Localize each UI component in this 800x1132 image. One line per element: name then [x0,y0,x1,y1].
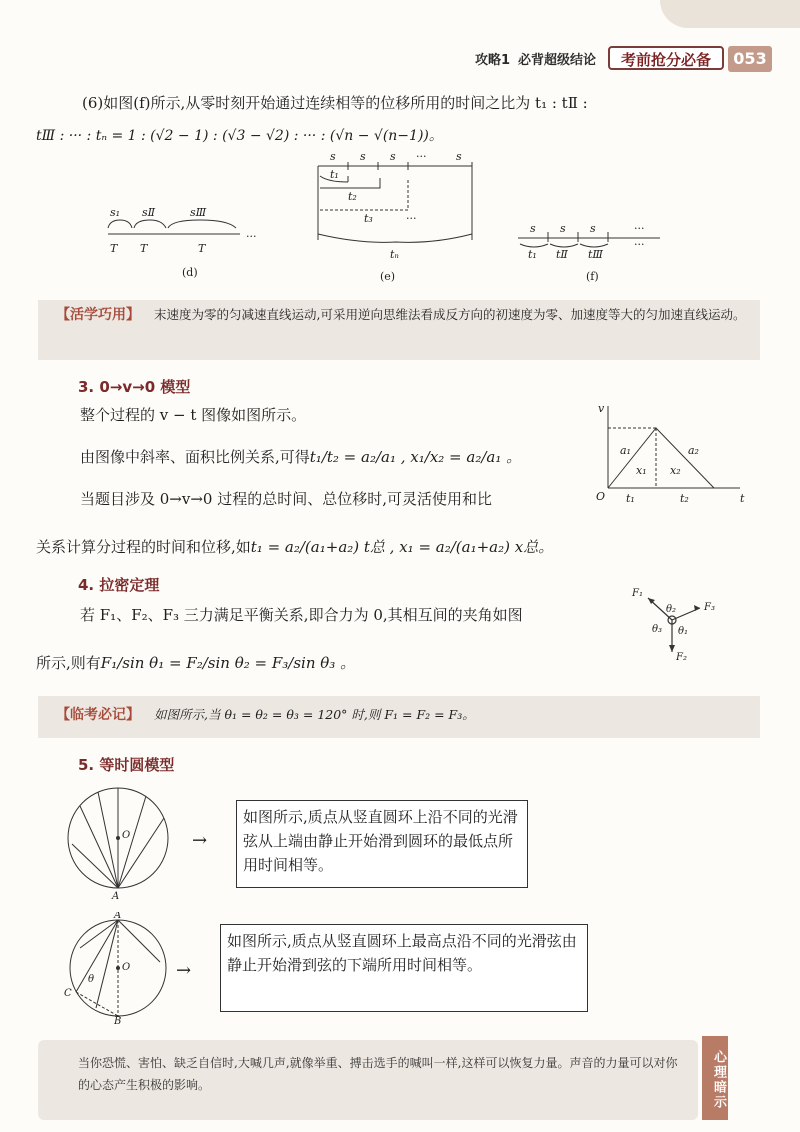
vt-x2: x₂ [670,464,681,477]
lami-f3: F₃ [704,602,715,613]
sec3-p2-ratio: t₁/t₂ = a₂/a₁ , x₁/x₂ = a₂/a₁ 。 [309,448,522,466]
figures-def [100,148,700,288]
tip-huoxue-tag: 【活学巧用】 [56,307,140,323]
fig-f-caption: (f) [586,270,599,283]
vt-a1: a₁ [620,444,631,457]
header-chapter-number: 攻略1 [474,53,510,68]
page-corner-decoration [660,0,800,28]
fig-d-caption: (d) [182,266,198,279]
fig-e-s2: s [360,150,366,163]
fig-e-dots-top: ··· [416,150,427,163]
sec3-title: 3. 0→v→0 模型 [78,378,191,396]
vt-a2: a₂ [688,444,699,457]
fig-f-t3: tⅢ [588,248,604,261]
sec3-p2-text: 由图像中斜率、面积比例关系,可得 [80,448,310,466]
fig-d-s3: sⅢ [190,206,207,219]
lami-th1: θ₁ [678,626,689,637]
fig-f-t2: tⅡ [556,248,568,261]
vt-axis-t: t [740,492,745,505]
header-badge: 考前抢分必备 [608,46,724,70]
vt-x1: x₁ [636,464,647,477]
fig-d-t3: T [198,242,206,255]
lami-diagram [628,584,728,674]
lami-th2: θ₂ [666,604,677,615]
fig-d-t2: T [140,242,148,255]
sec5-box1: 如图所示,质点从竖直圆环上沿不同的光滑弦从上端由静止开始滑到圆环的最低点所用时间相等。 [236,800,528,888]
vt-axis-v: v [598,402,605,415]
item6-line2: tⅢ : ··· : tₙ = 1 : (√2 − 1) : (√3 − √2) : ··· : (√n − √(n−1))。 [36,128,443,144]
lami-th3: θ₃ [652,624,663,635]
vt-t2: t₂ [680,492,689,505]
fig-f-s2: s [560,222,566,235]
sec4-p1: 若 F₁、F₂、F₃ 三力满足平衡关系,即合力为 0,其相互间的夹角如图 [80,606,523,624]
vt-origin: O [596,490,606,503]
lami-f2: F₂ [676,652,687,663]
sec3-p4-text: 关系计算分过程的时间和位移,如 [36,538,251,556]
fig-d-t1: T [110,242,118,255]
fig-f-dots-top: ··· [634,222,645,235]
circle1-o: O [122,830,131,841]
fig-e-s4: s [456,150,462,163]
sec4-p2 [36,652,355,673]
sec3-p3: 当题目涉及 0→v→0 过程的总时间、总位移时,可灵活使用和比 [80,490,493,508]
lami-f1: F₁ [632,588,643,599]
tip-linkao [38,696,760,738]
footer-tip: 当你恐慌、害怕、缺乏自信时,大喊几声,就像举重、搏击选手的喊叫一样,这样可以恢复力量。声音的力量可以对你的心态产生积极的影响。 [38,1040,698,1120]
item6-line1: (6)如图(f)所示,从零时刻开始通过连续相等的位移所用的时间之比为 t₁ : tⅡ : [82,94,588,112]
arrow-1: → [192,830,208,851]
fig-d-s2: sⅡ [142,206,156,219]
fig-e-tn: tₙ [390,248,399,261]
sec3-p2 [80,446,521,467]
fig-f-s3: s [590,222,596,235]
vt-graph [590,400,750,510]
fig-e-dots: ··· [406,212,417,225]
isochronous-circle-2 [60,912,180,1024]
sec4-title: 4. 拉密定理 [78,576,160,594]
fig-f-t1: t₁ [528,248,537,261]
circle2-c: C [64,988,72,999]
tip-huoxue [38,300,760,360]
fig-e-s1: s [330,150,336,163]
fig-e-t3: t₃ [364,212,373,225]
arrow-2: → [176,960,192,981]
sec5-box2: 如图所示,质点从竖直圆环上最高点沿不同的光滑弦由静止开始滑到弦的下端所用时间相等。 [220,924,588,1012]
isochronous-circle-1 [60,780,180,900]
circle2-theta: θ [88,974,95,985]
sec3-p4-formula: t₁ = a₂/(a₁+a₂) t总 , x₁ = a₂/(a₁+a₂) x总。 [250,538,554,556]
circle2-o: O [122,962,131,973]
fig-e-t1: t₁ [330,168,339,181]
tip-huoxue-text: 末速度为零的匀减速直线运动,可采用逆向思维法看成反方向的初速度为零、加速度等大的匀加速直线运动。 [154,307,746,322]
page-number: 053 [728,46,772,72]
sec5-title: 5. 等时圆模型 [78,756,175,774]
circle2-b: B [114,1016,122,1024]
header-chapter [467,49,596,68]
header-chapter-title: 必背超级结论 [517,53,596,68]
fig-f-dots: ··· [634,238,645,251]
vt-t1: t₁ [626,492,635,505]
fig-e-t2: t₂ [348,190,357,203]
fig-f-s1: s [530,222,536,235]
circle2-a: A [114,912,122,921]
circle1-a: A [112,891,120,900]
tip-linkao-text: 如图所示,当 θ₁ = θ₂ = θ₃ = 120° 时,则 F₁ = F₂ = F₃。 [154,707,475,722]
footer-side-label: 心理暗示 [702,1036,728,1120]
sec4-p2-formula: F₁/sin θ₁ = F₂/sin θ₂ = F₃/sin θ₃ 。 [100,654,356,672]
sec4-p2-text: 所示,则有 [36,654,101,672]
fig-d-dots: ··· [246,230,257,243]
fig-e-s3: s [390,150,396,163]
sec3-p1: 整个过程的 v − t 图像如图所示。 [80,406,307,424]
fig-e-caption: (e) [380,270,396,283]
sec3-p4 [36,536,553,557]
tip-linkao-tag: 【临考必记】 [56,707,140,723]
fig-d-s1: s₁ [110,206,121,219]
